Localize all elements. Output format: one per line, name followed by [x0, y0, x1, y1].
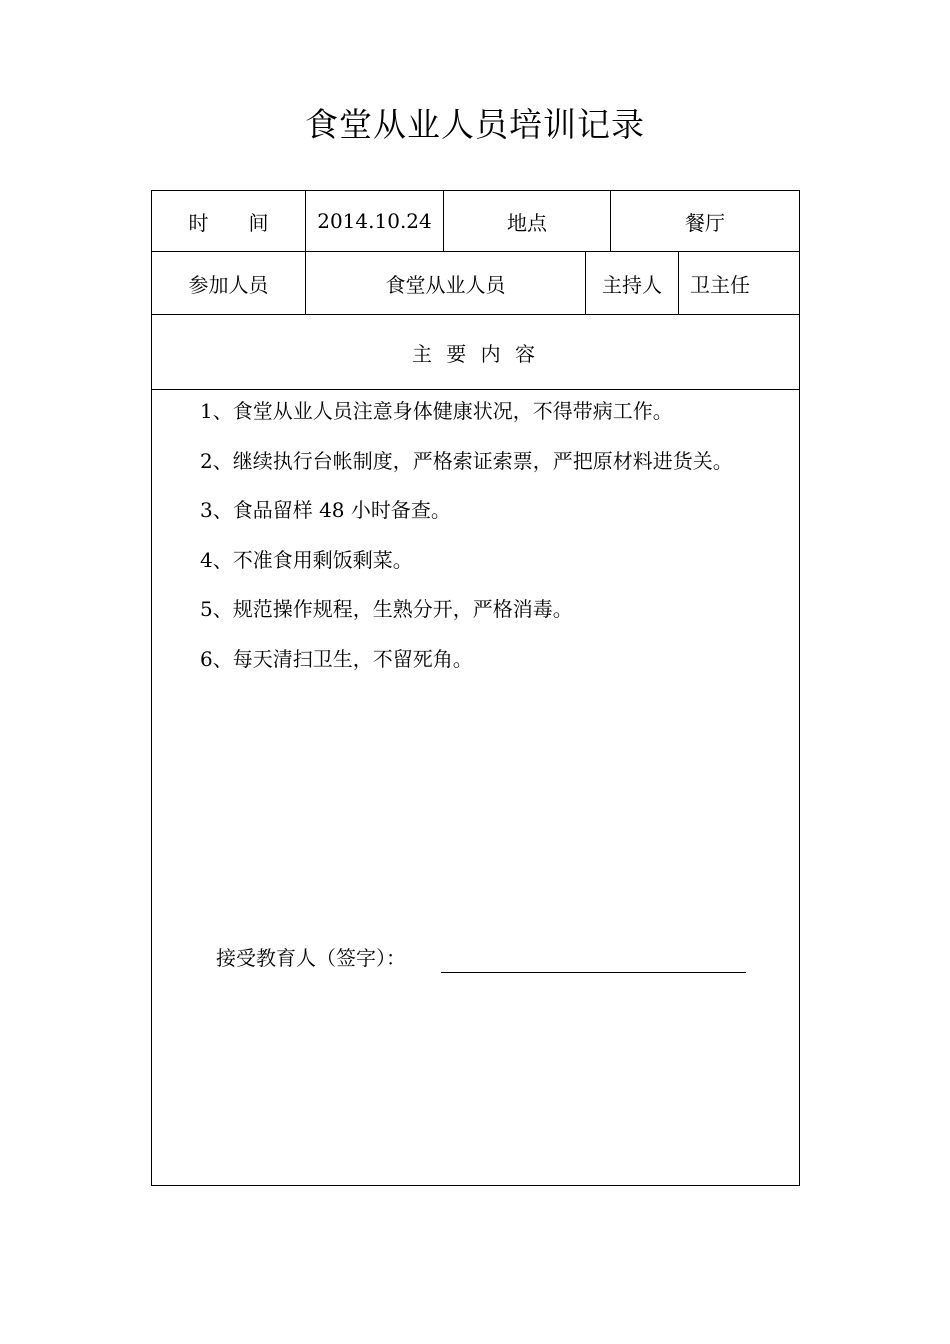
- list-item: 4、不准食用剩饭剩菜。: [200, 548, 413, 572]
- place-label: 地点: [507, 210, 547, 235]
- signature-label: 接受教育人（签字）：: [216, 946, 406, 970]
- list-item: 6、每天清扫卫生，不留死角。: [200, 647, 473, 671]
- participants-host-row: [152, 252, 799, 315]
- training-record-form: [151, 190, 800, 1186]
- place-value: 餐厅: [685, 210, 725, 235]
- list-item: 5、规范操作规程，生熟分开，严格消毒。: [200, 597, 573, 621]
- content-area: [152, 390, 799, 1186]
- time-place-row: [152, 191, 799, 252]
- content-header: 主 要 内 容: [411, 341, 540, 366]
- host-value: 卫主任: [690, 272, 750, 297]
- list-item: 3、食品留样 48 小时备查。: [200, 498, 451, 522]
- list-item: 1、食堂从业人员注意身体健康状况，不得带病工作。: [200, 399, 673, 423]
- page-title: 食堂从业人员培训记录: [305, 105, 645, 144]
- participants-label: 参加人员: [188, 272, 269, 297]
- list-item: 2、继续执行台帐制度，严格索证索票，严把原材料进货关。: [200, 449, 733, 473]
- host-label: 主持人: [602, 272, 662, 297]
- signature-line[interactable]: [441, 972, 746, 973]
- time-label: 时 间: [188, 210, 269, 235]
- time-value: 2014.10.24: [317, 209, 432, 233]
- participants-value: 食堂从业人员: [385, 272, 506, 297]
- content-header-row: [152, 315, 799, 390]
